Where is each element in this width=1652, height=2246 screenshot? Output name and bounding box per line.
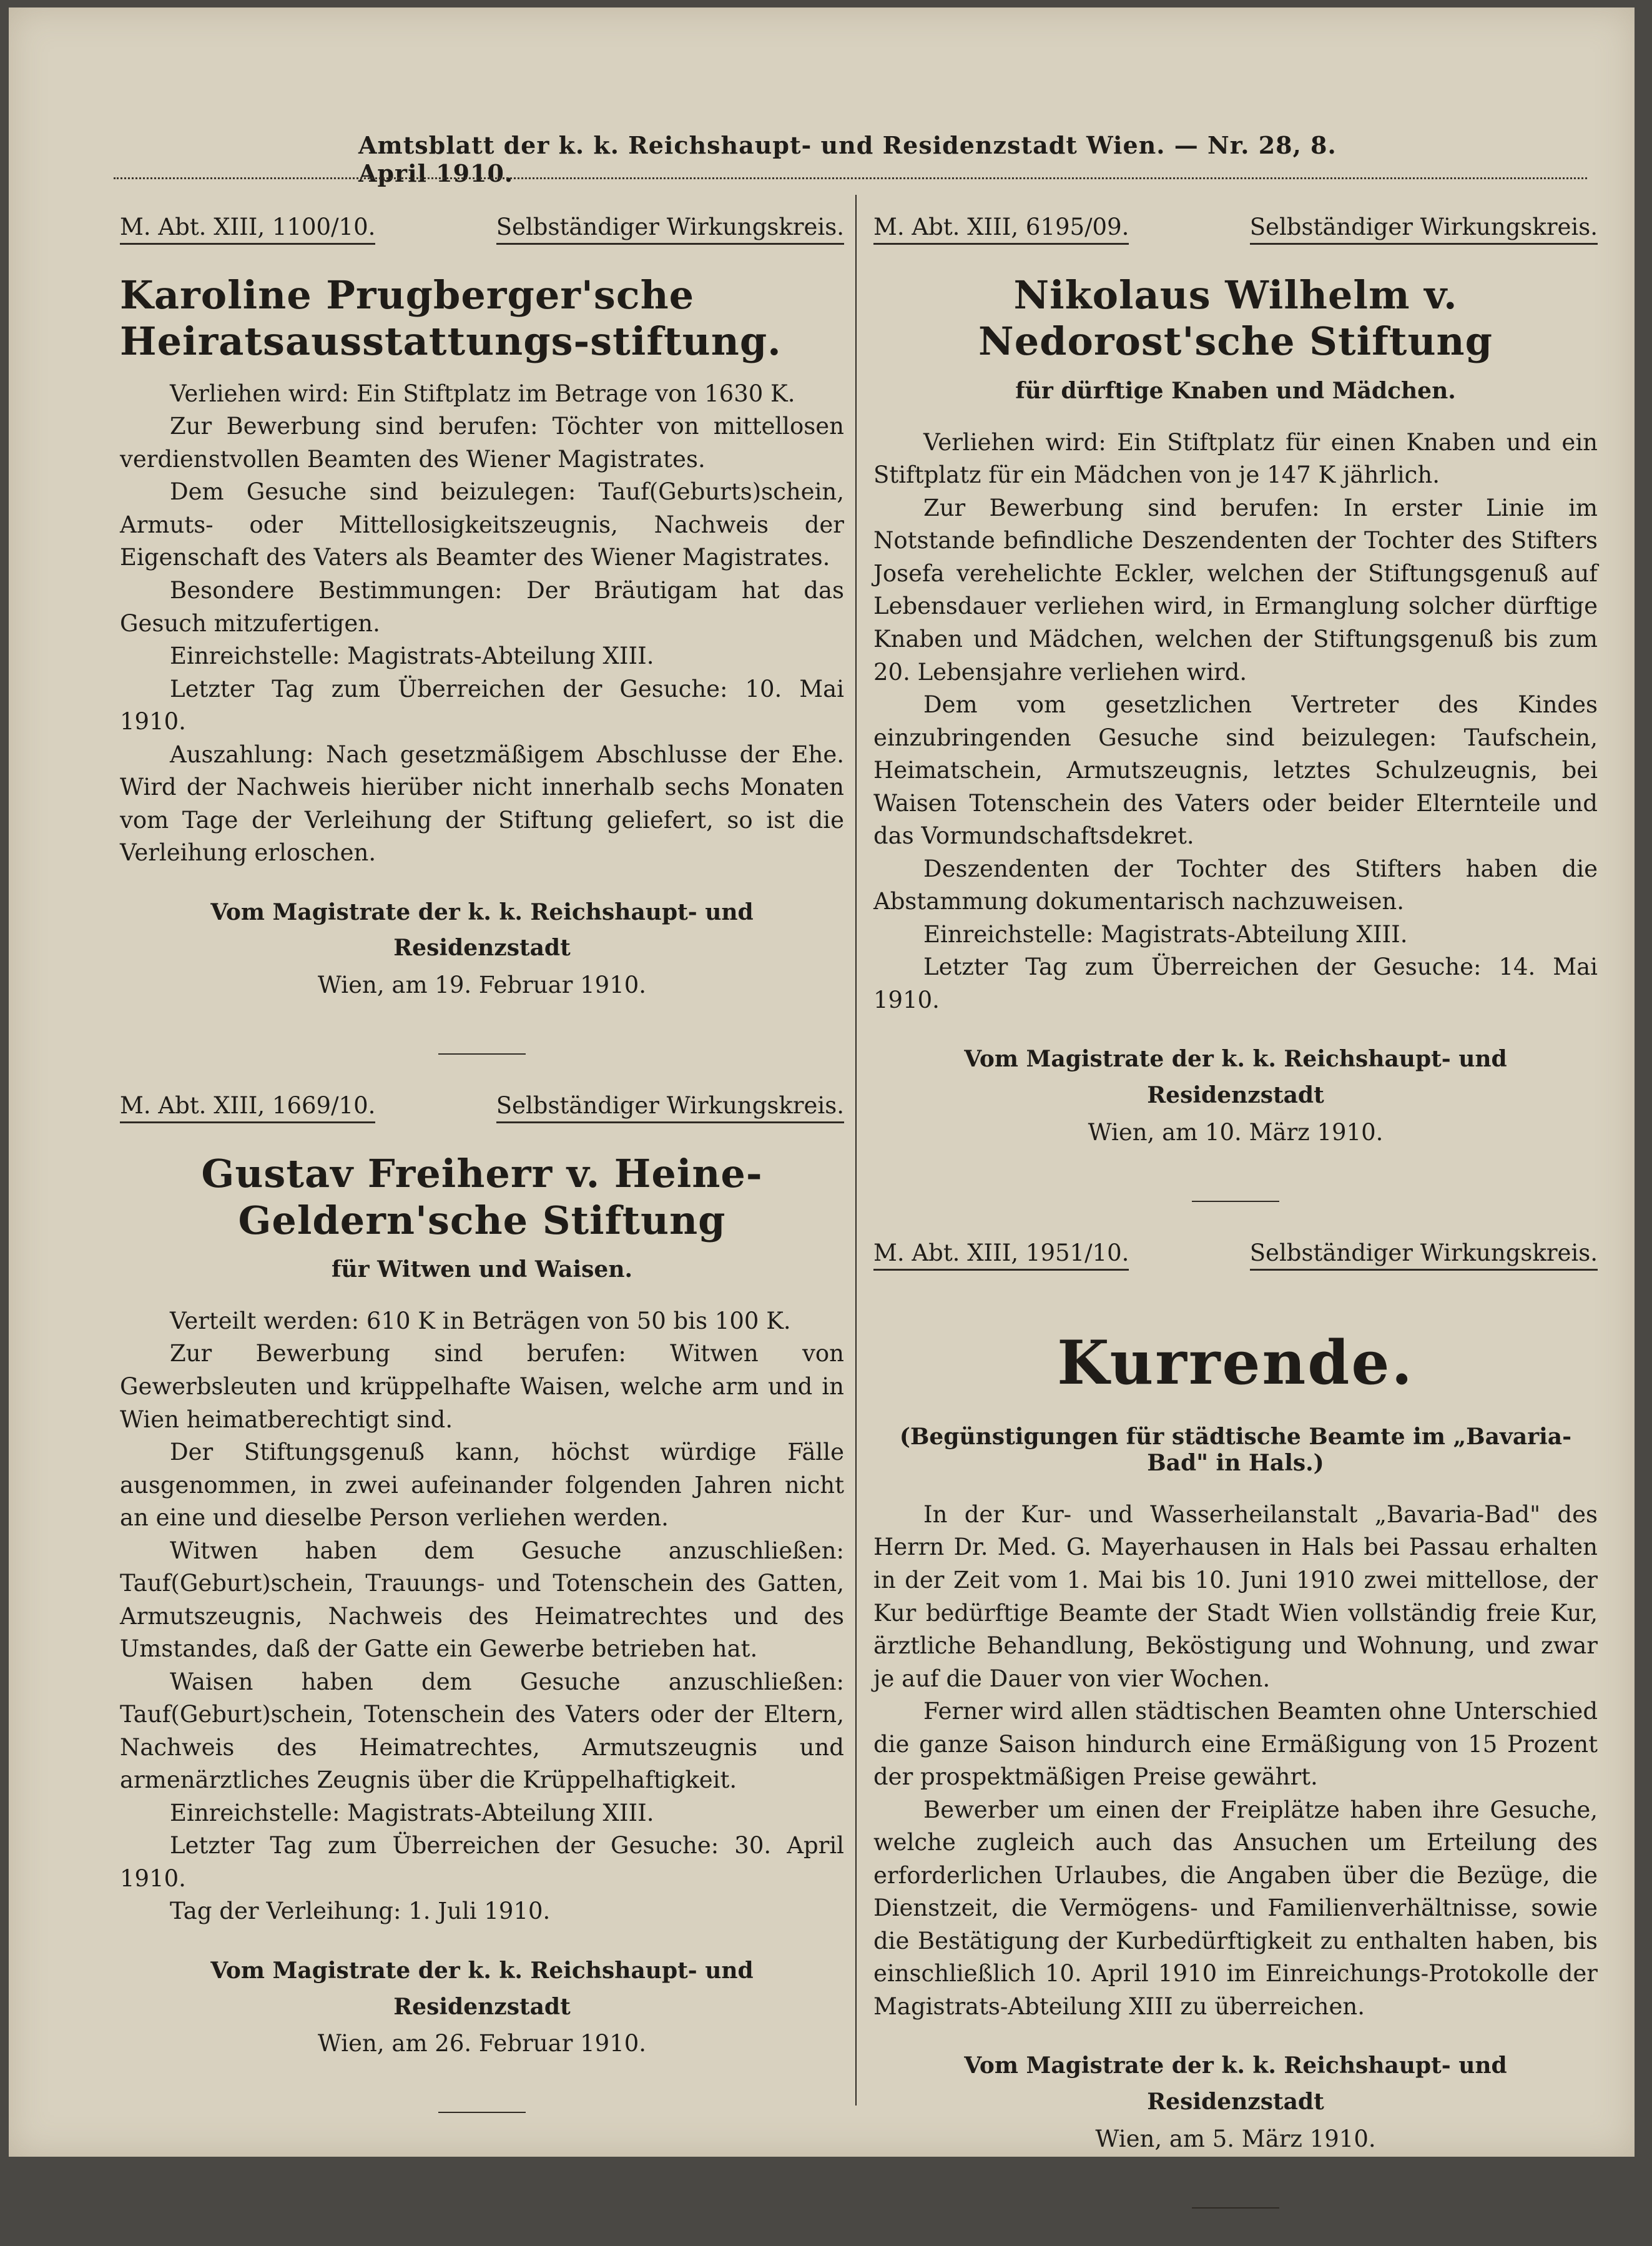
- section-header: [120, 1092, 844, 1123]
- paragraph: Der Stiftungsgenuß kann, höchst würdige Fälle ausgenommen, in zwei aufeinander folgenden Jahren nicht an eine und dieselbe Person verliehen werden.: [120, 1439, 844, 1532]
- paragraph: Einreichstelle: Magistrats-Abteilung XIII.: [170, 1799, 654, 1826]
- paragraph: Letzter Tag zum Überreichen der Gesuche: 10. Mai 1910.: [120, 675, 844, 736]
- paragraph: Letzter Tag zum Überreichen der Gesuche: 30. April 1910.: [120, 1832, 844, 1892]
- signature-place-date: Wien, am 10. März 1910.: [1088, 1118, 1384, 1146]
- paragraph: Bewerber um einen der Freiplätze haben ihre Gesuche, welche zugleich auch das Ansuchen um Erteilung des erforderlichen Urlaubes, die Angaben über die Bezüge, die Dienstzeit, die Vermögens- und Familienverhältnisse, sowie die Bestätigung der Kurbedürftigkeit zu enthalten haben, bis einschließlich 10. April 1910 im Einreichungs-Protokolle der Magistrats-Abteilung XIII zu überreichen.: [873, 1796, 1598, 2020]
- section-title: Gustav Freiherr v. Heine-Geldern'sche Stiftung: [201, 1151, 763, 1243]
- separator-rule: [438, 1053, 526, 1055]
- section-header: [873, 1239, 1598, 1271]
- signature-block: [873, 1042, 1598, 1150]
- signature-block: [120, 1953, 844, 2062]
- paragraph: Witwen haben dem Gesuche anzuschließen: Tauf(Geburt)schein, Trauungs- und Totenschein des Gatten, Armutszeugnis, Nachweis des Heimatrechtes und des Umstandes, daß der Gatte ein Gewerbe betrieben hat.: [120, 1537, 844, 1663]
- paragraph: Zur Bewerbung sind berufen: In erster Linie im Notstande befindliche Deszendenten der Tochter des Stifters Josefa verehelichte Eckler, welchen der Stiftungsgenuß auf Lebensdauer verliehen wird, in Ermanglung solcher dürftige Knaben und Mädchen, welchen der Stiftungsgenuß bis zum 20. Lebensjahre verliehen wird.: [873, 494, 1598, 686]
- paragraph: Dem Gesuche sind beizulegen: Tauf(Geburts)schein, Armuts- oder Mittellosigkeitszeugnis, Nachweis der Eigenschaft des Vaters als Beamter des Wiener Magistrates.: [120, 478, 844, 571]
- separator-rule: [438, 2112, 526, 2113]
- section-subtitle: (Begünstigungen für städtische Beamte im „Bavaria-Bad" in Hals.): [899, 1423, 1572, 1476]
- reference-number: M. Abt. XIII, 1100/10.: [120, 214, 375, 245]
- paragraph: Tag der Verleihung: 1. Juli 1910.: [170, 1898, 551, 1925]
- paragraph: Einreichstelle: Magistrats-Abteilung XIII.: [170, 643, 654, 670]
- paragraph: Zur Bewerbung sind berufen: Töchter von mittellosen verdienstvollen Beamten des Wiener Magistrates.: [120, 413, 844, 473]
- scope-label: Selbständiger Wirkungskreis.: [496, 1092, 844, 1123]
- reference-number: M. Abt. XIII, 1951/10.: [873, 1239, 1129, 1271]
- paragraph: Einreichstelle: Magistrats-Abteilung XIII.: [923, 920, 1408, 948]
- paragraph: Verliehen wird: Ein Stiftplatz für einen Knaben und ein Stiftplatz für ein Mädchen von je 147 K jährlich.: [873, 428, 1598, 489]
- paragraph: Verliehen wird: Ein Stiftplatz im Betrage von 1630 K.: [170, 380, 795, 407]
- header-rule: [114, 177, 1587, 189]
- paragraph: Besondere Bestimmungen: Der Bräutigam hat das Gesuch mitzufertigen.: [120, 576, 844, 637]
- paragraph: Zur Bewerbung sind berufen: Witwen von Gewerbsleuten und krüppelhafte Waisen, welche arm und in Wien heimatberechtigt sind.: [120, 1340, 844, 1433]
- paragraph: Letzter Tag zum Überreichen der Gesuche: 14. Mai 1910.: [873, 953, 1598, 1013]
- right-column: [873, 195, 1598, 2246]
- paragraph: Verteilt werden: 610 K in Beträgen von 50 bis 100 K.: [170, 1307, 791, 1334]
- separator-rule: [1192, 2207, 1279, 2209]
- signature-authority: Vom Magistrate der k. k. Reichshaupt- und Residenzstadt: [964, 2052, 1507, 2115]
- signature-place-date: Wien, am 26. Februar 1910.: [317, 2030, 647, 2057]
- paragraph: Ferner wird allen städtischen Beamten ohne Unterschied die ganze Saison hindurch eine Ermäßigung von 15 Prozent der prospektmäßigen Preise gewährt.: [873, 1698, 1598, 1791]
- paragraph: Deszendenten der Tochter des Stifters haben die Abstammung dokumentarisch nachzuweisen.: [873, 855, 1598, 915]
- section-subtitle: für Witwen und Waisen.: [331, 1256, 633, 1283]
- signature-place-date: Wien, am 5. März 1910.: [1095, 2125, 1376, 2152]
- signature-authority: Vom Magistrate der k. k. Reichshaupt- und Residenzstadt: [210, 1958, 754, 2020]
- signature-authority: Vom Magistrate der k. k. Reichshaupt- und Residenzstadt: [210, 899, 754, 962]
- section-title: Nikolaus Wilhelm v. Nedorost'sche Stiftung: [978, 272, 1493, 365]
- paragraph: Waisen haben dem Gesuche anzuschließen: Tauf(Geburt)schein, Totenschein des Vaters oder der Eltern, Nachweis des Heimatrechtes, Armutszeugnis und armenärztliches Zeugnis über die Krüppelhaftigkeit.: [120, 1668, 844, 1794]
- signature-authority: Vom Magistrate der k. k. Reichshaupt- und Residenzstadt: [964, 1046, 1507, 1108]
- running-head: Amtsblatt der k. k. Reichshaupt- und Residenzstadt Wien. — Nr. 28, 8. April 1910.: [358, 131, 1337, 187]
- paragraph: In der Kur- und Wasserheilanstalt „Bavaria-Bad" des Herrn Dr. Med. G. Mayerhausen in Hals bei Passau erhalten in der Zeit vom 1. Mai bis 10. Juni 1910 zwei mittellose, der Kur bedürftige Beamte der Stadt Wien vollständig freie Kur, ärztliche Behandlung, Beköstigung und Wohnung, und zwar je auf die Dauer von vier Wochen.: [873, 1500, 1598, 1692]
- scope-label: Selbständiger Wirkungskreis.: [1250, 1239, 1598, 1271]
- signature-block: [873, 2048, 1598, 2157]
- left-column: [120, 195, 844, 2150]
- section-header: [120, 214, 844, 245]
- paragraph: Auszahlung: Nach gesetzmäßigem Abschlusse der Ehe. Wird der Nachweis hierüber nicht innerhalb sechs Monaten vom Tage der Verleihung der Stiftung geliefert, so ist die Verleihung erloschen.: [120, 741, 844, 867]
- scope-label: Selbständiger Wirkungskreis.: [1250, 214, 1598, 245]
- separator-rule: [1192, 1201, 1279, 1202]
- page-sheet: [9, 7, 1635, 2157]
- section-header: [873, 214, 1598, 245]
- section-title: Karoline Prugberger'sche Heiratsausstattungs-stiftung.: [120, 272, 782, 365]
- signature-block: [120, 895, 844, 1003]
- reference-number: M. Abt. XIII, 6195/09.: [873, 214, 1129, 245]
- section-subtitle: für dürftige Knaben und Mädchen.: [1015, 377, 1456, 404]
- signature-place-date: Wien, am 19. Februar 1910.: [317, 971, 647, 998]
- scope-label: Selbständiger Wirkungskreis.: [496, 214, 844, 245]
- reference-number: M. Abt. XIII, 1669/10.: [120, 1092, 375, 1123]
- section-title: Kurrende.: [1057, 1327, 1414, 1398]
- column-divider: [855, 195, 857, 2106]
- paragraph: Dem vom gesetzlichen Vertreter des Kindes einzubringenden Gesuche sind beizulegen: Taufschein, Heimatschein, Armutszeugnis, letztes Schulzeugnis, bei Waisen Totenschein des Vaters oder beider Elternteile und das Vormundschaftsdekret.: [873, 691, 1598, 850]
